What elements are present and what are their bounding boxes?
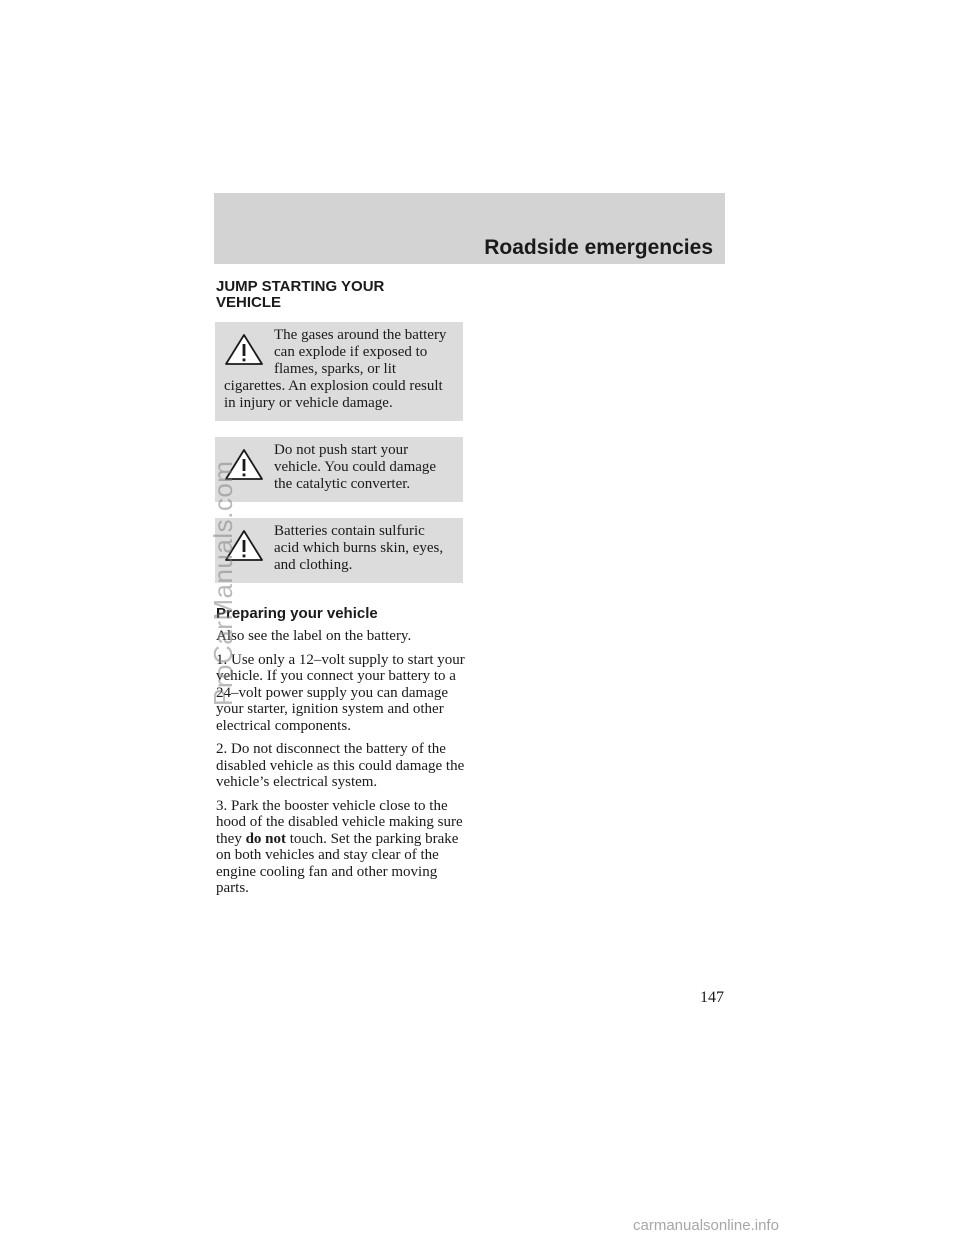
footer-site-watermark: carmanualsonline.info — [633, 1217, 779, 1234]
warning-box-acid — [215, 518, 463, 583]
warning-text: The gases around the battery can explode if exposed to flames, sparks, or lit cigarettes. An explosion could result in injury or vehicle damage. — [224, 327, 447, 411]
warning-triangle-icon — [224, 333, 264, 367]
intro-paragraph: Also see the label on the battery. — [216, 628, 412, 644]
page-number: 147 — [700, 989, 724, 1006]
step-3-text: 3. Park the booster vehicle close to the hood of the disabled vehicle making sure they — [216, 797, 463, 847]
header-bar — [214, 193, 725, 264]
warning-text: Batteries contain sulfuric acid which burns skin, eyes, and clothing. — [274, 523, 444, 573]
step-1: 1. Use only a 12–volt supply to start your vehicle. If you connect your battery to a 24–volt power supply you can damage your starter, ignition system and other electrical components. — [216, 651, 465, 734]
warning-box-push-start — [215, 437, 463, 502]
step-3-emphasis: do not — [245, 830, 287, 847]
warning-box-gases — [215, 322, 463, 421]
subsection-heading: Preparing your vehicle — [216, 605, 378, 622]
warning-text: Do not push start your vehicle. You could damage the catalytic converter. — [274, 442, 437, 492]
step-3 — [216, 798, 466, 897]
watermark: ProCarManuals.com — [208, 460, 238, 706]
step-2: 2. Do not disconnect the battery of the disabled vehicle as this could damage the vehicle’s electrical system. — [216, 741, 465, 790]
section-heading: JUMP STARTING YOUR VEHICLE — [216, 278, 385, 311]
content-column — [216, 279, 466, 904]
chapter-title: Roadside emergencies — [484, 236, 713, 259]
step-3-text-rest: touch. Set the parking brake on both vehicles and stay clear of the engine cooling fan and other moving parts. — [216, 830, 459, 896]
